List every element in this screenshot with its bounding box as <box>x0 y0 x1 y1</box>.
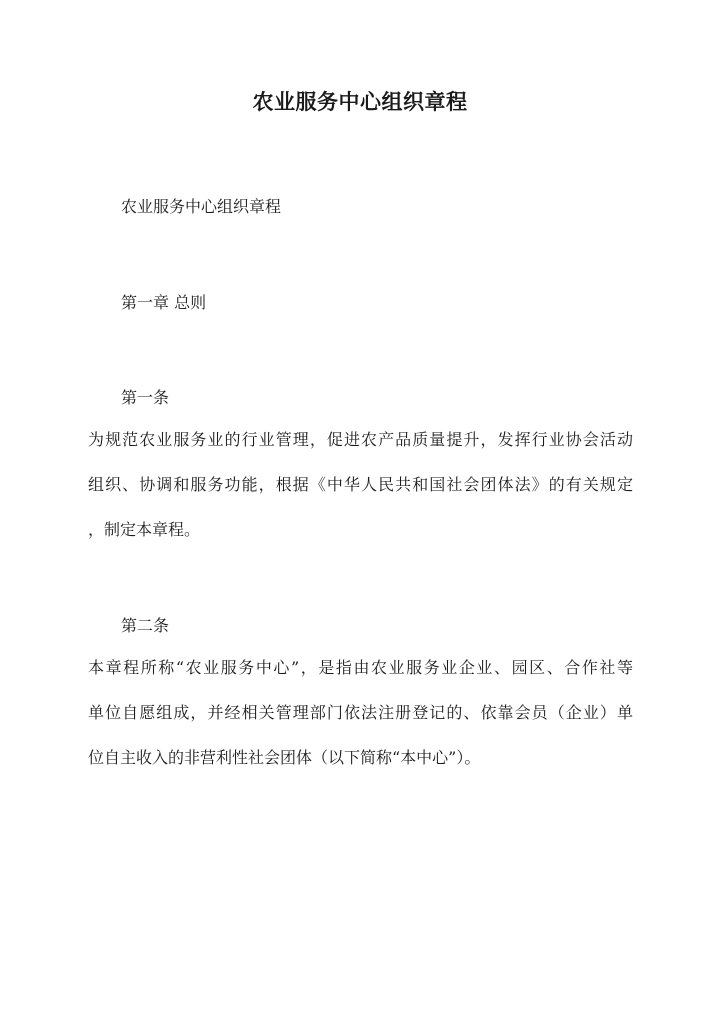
article-1-line-1: 为规范农业服务业的行业管理，促进农产品质量提升，发挥行业协会活动 <box>88 430 633 449</box>
document-subtitle: 农业服务中心组织章程 <box>121 197 282 216</box>
article-1-line-3: ，制定本章程。 <box>88 520 201 539</box>
article-1-heading: 第一条 <box>121 388 170 407</box>
article-1-line-2: 组织、协调和服务功能，根据《中华人民共和国社会团体法》的有关规定 <box>88 475 633 494</box>
chapter-heading: 第一章 总则 <box>121 293 207 312</box>
article-2-line-2: 单位自愿组成，并经相关管理部门依法注册登记的、依靠会员（企业）单 <box>88 703 633 722</box>
document-title: 农业服务中心组织章程 <box>252 89 468 114</box>
article-2-line-1: 本章程所称“农业服务中心”，是指由农业服务业企业、园区、合作社等 <box>88 658 633 677</box>
article-2-line-3: 位自主收入的非营利性社会团体（以下简称“本中心”）。 <box>88 748 481 767</box>
article-2-heading: 第二条 <box>121 616 170 635</box>
